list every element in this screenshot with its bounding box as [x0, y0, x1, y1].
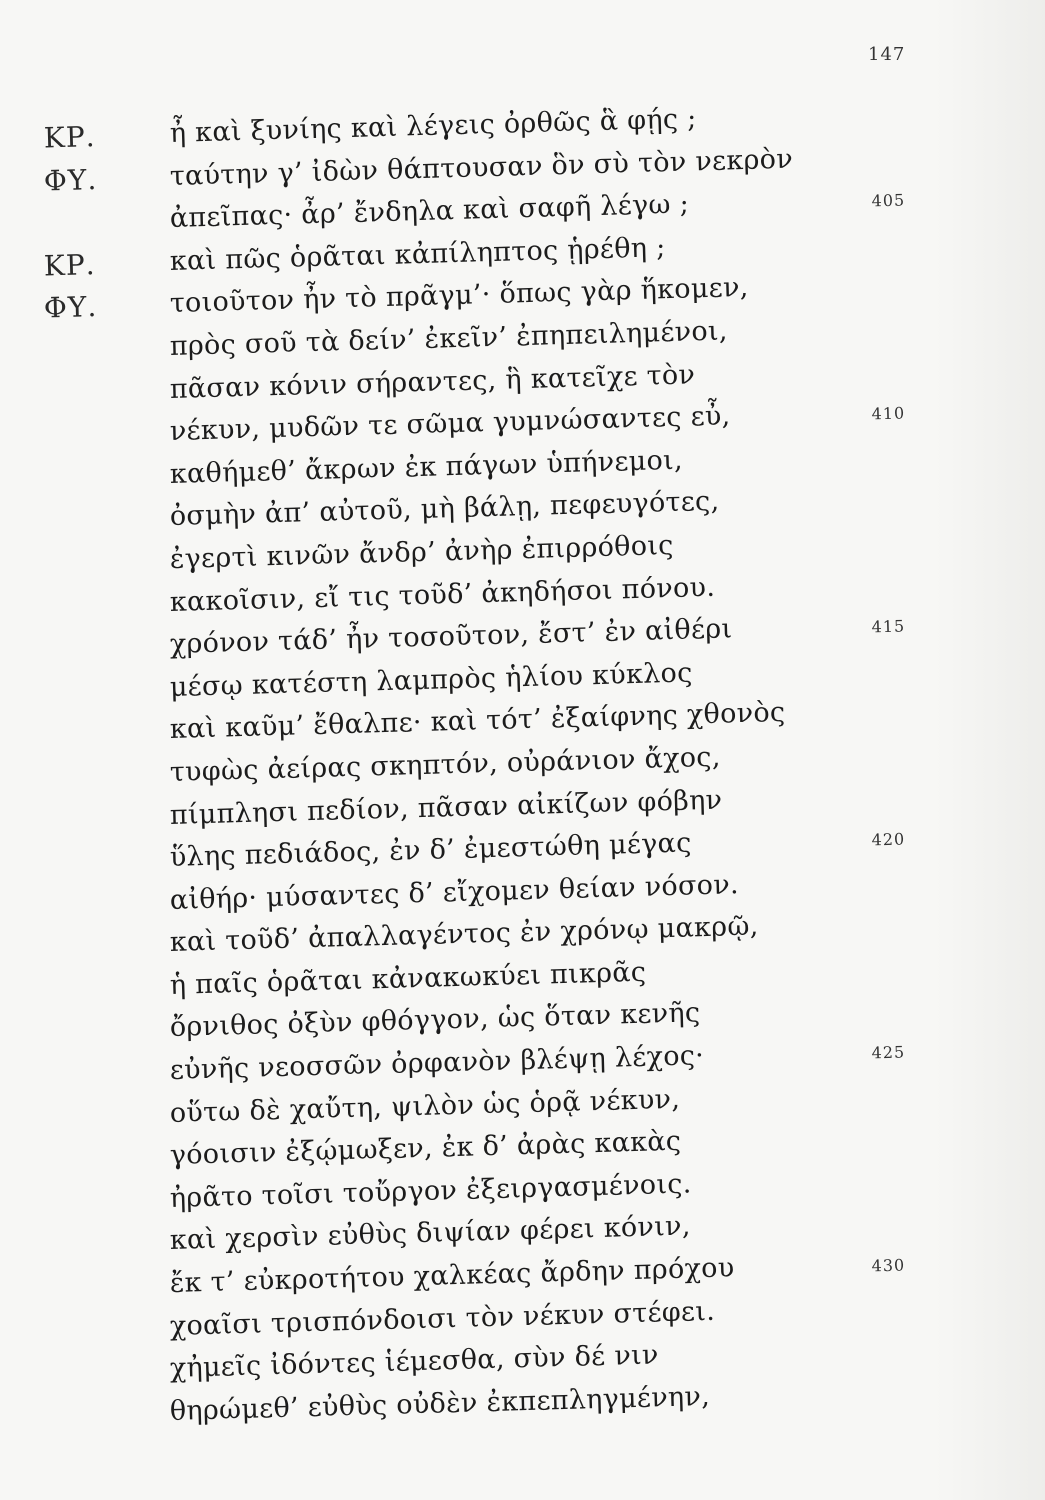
verse-text: τοιοῦτον ἦν τὸ πρᾶγμ’· ὅπως γὰρ ἥκομεν,: [169, 272, 749, 320]
verse-text: ὄρνιθος ὀξὺν φθόγγον, ὡς ὅταν κενῆς: [169, 997, 701, 1044]
verse-text: ἔκ τ’ εὐκροτήτου χαλκέας ἄρδην πρόχου: [169, 1252, 735, 1300]
verse-text: καὶ χερσὶν εὐθὺς διψίαν φέρει κόνιν,: [169, 1210, 692, 1257]
verse-text: γόοισιν ἐξῴμωξεν, ἐκ δ’ ἀρὰς κακὰς: [169, 1125, 682, 1172]
verse-text: θηρώμεθ’ εὐθὺς οὐδὲν ἐκπεπληγμένην,: [169, 1380, 711, 1427]
verse-text: καὶ τοῦδ’ ἀπαλλαγέντος ἐν χρόνῳ μακρῷ,: [169, 910, 759, 959]
verse-text: ἦ καὶ ξυνίης καὶ λέγεις ὀρθῶς ἃ φῄς ;: [169, 103, 697, 149]
line-number: 430: [871, 1255, 906, 1276]
verse-text: ὕλης πεδιάδος, ἐν δ’ ἐμεστώθη μέγας: [169, 827, 692, 874]
speaker-label: ΚΡ.: [43, 247, 97, 283]
line-number: 405: [871, 190, 906, 211]
verse-text: καὶ καῦμ’ ἔθαλπε· καὶ τότ’ ἐξαίφνης χθονὸς: [169, 697, 786, 746]
line-number: 420: [871, 829, 906, 850]
speaker-label: ΚΡ.: [43, 120, 97, 155]
verse-text: πίμπλησι πεδίον, πᾶσαν αἰκίζων φόβην: [169, 784, 723, 831]
verse-text: πᾶσαν κόνιν σήραντες, ἣ κατεῖχε τὸν: [169, 358, 696, 405]
verse-text: ἐγερτὶ κινῶν ἄνδρ’ ἀνὴρ ἐπιρρόθοις: [169, 529, 675, 575]
verse-text: καὶ πῶς ὁρᾶται κἀπίληπτος ᾑρέθη ;: [169, 231, 666, 277]
verse-text: αἰθήρ· μύσαντες δ’ εἴχομεν θείαν νόσον.: [169, 868, 740, 916]
line-number: 410: [871, 403, 906, 424]
verse-text: πρὸς σοῦ τὰ δείν’ ἐκεῖν’ ἐπηπειλημένοι,: [169, 315, 729, 362]
verse-text: κακοῖσιν, εἴ τις τοῦδ’ ἀκηδήσοι πόνου.: [169, 571, 716, 618]
line-number: 425: [871, 1042, 906, 1063]
verse-text: ἀπεῖπας· ἆρ’ ἔνδηλα καὶ σαφῆ λέγω ;: [169, 188, 690, 235]
verse-text: χοαῖσι τρισπόνδοισι τὸν νέκυν στέφει.: [169, 1295, 716, 1342]
speaker-label: ΦΥ.: [43, 162, 98, 198]
verse-text: ἠρᾶτο τοῖσι τοὔργον ἐξειργασμένοις.: [169, 1168, 692, 1214]
verse-text: ὀσμὴν ἀπ’ αὐτοῦ, μὴ βάλῃ, πεφευγότες,: [169, 486, 720, 533]
verse-text: χἠμεῖς ἰδόντες ἱέμεσθα, σὺν δέ νιν: [169, 1339, 660, 1385]
speaker-label: ΦΥ.: [43, 290, 98, 325]
verse-text: καθήμεθ’ ἄκρων ἐκ πάγων ὑπήνεμοι,: [169, 444, 684, 490]
line-number: 415: [871, 616, 906, 637]
verse-text: νέκυν, μυδῶν τε σῶμα γυμνώσαντες εὖ,: [169, 400, 731, 448]
verse-text: εὐνῆς νεοσσῶν ὀρφανὸν βλέψῃ λέχος·: [169, 1040, 705, 1087]
verse-block: [0, 103, 1045, 1438]
verse-text: τυφὼς ἀείρας σκηπτόν, οὐράνιον ἄχος,: [169, 741, 722, 788]
facing-page-bleed: [935, 0, 1045, 1500]
verse-text: ταύτην γ’ ἰδὼν θάπτουσαν ὃν σὺ τὸν νεκρὸν: [169, 143, 794, 192]
verse-text: χρόνον τάδ’ ἦν τοσοῦτον, ἔστ’ ἐν αἰθέρι: [169, 613, 733, 661]
page-number: 147: [868, 44, 906, 65]
verse-text: οὕτω δὲ χαὔτη, ψιλὸν ὡς ὁρᾷ νέκυν,: [169, 1083, 681, 1129]
verse-text: ἡ παῖς ὁρᾶται κἀνακωκύει πικρᾶς: [169, 956, 647, 1001]
verse-text: μέσῳ κατέστη λαμπρὸς ἡλίου κύκλος: [169, 657, 693, 703]
